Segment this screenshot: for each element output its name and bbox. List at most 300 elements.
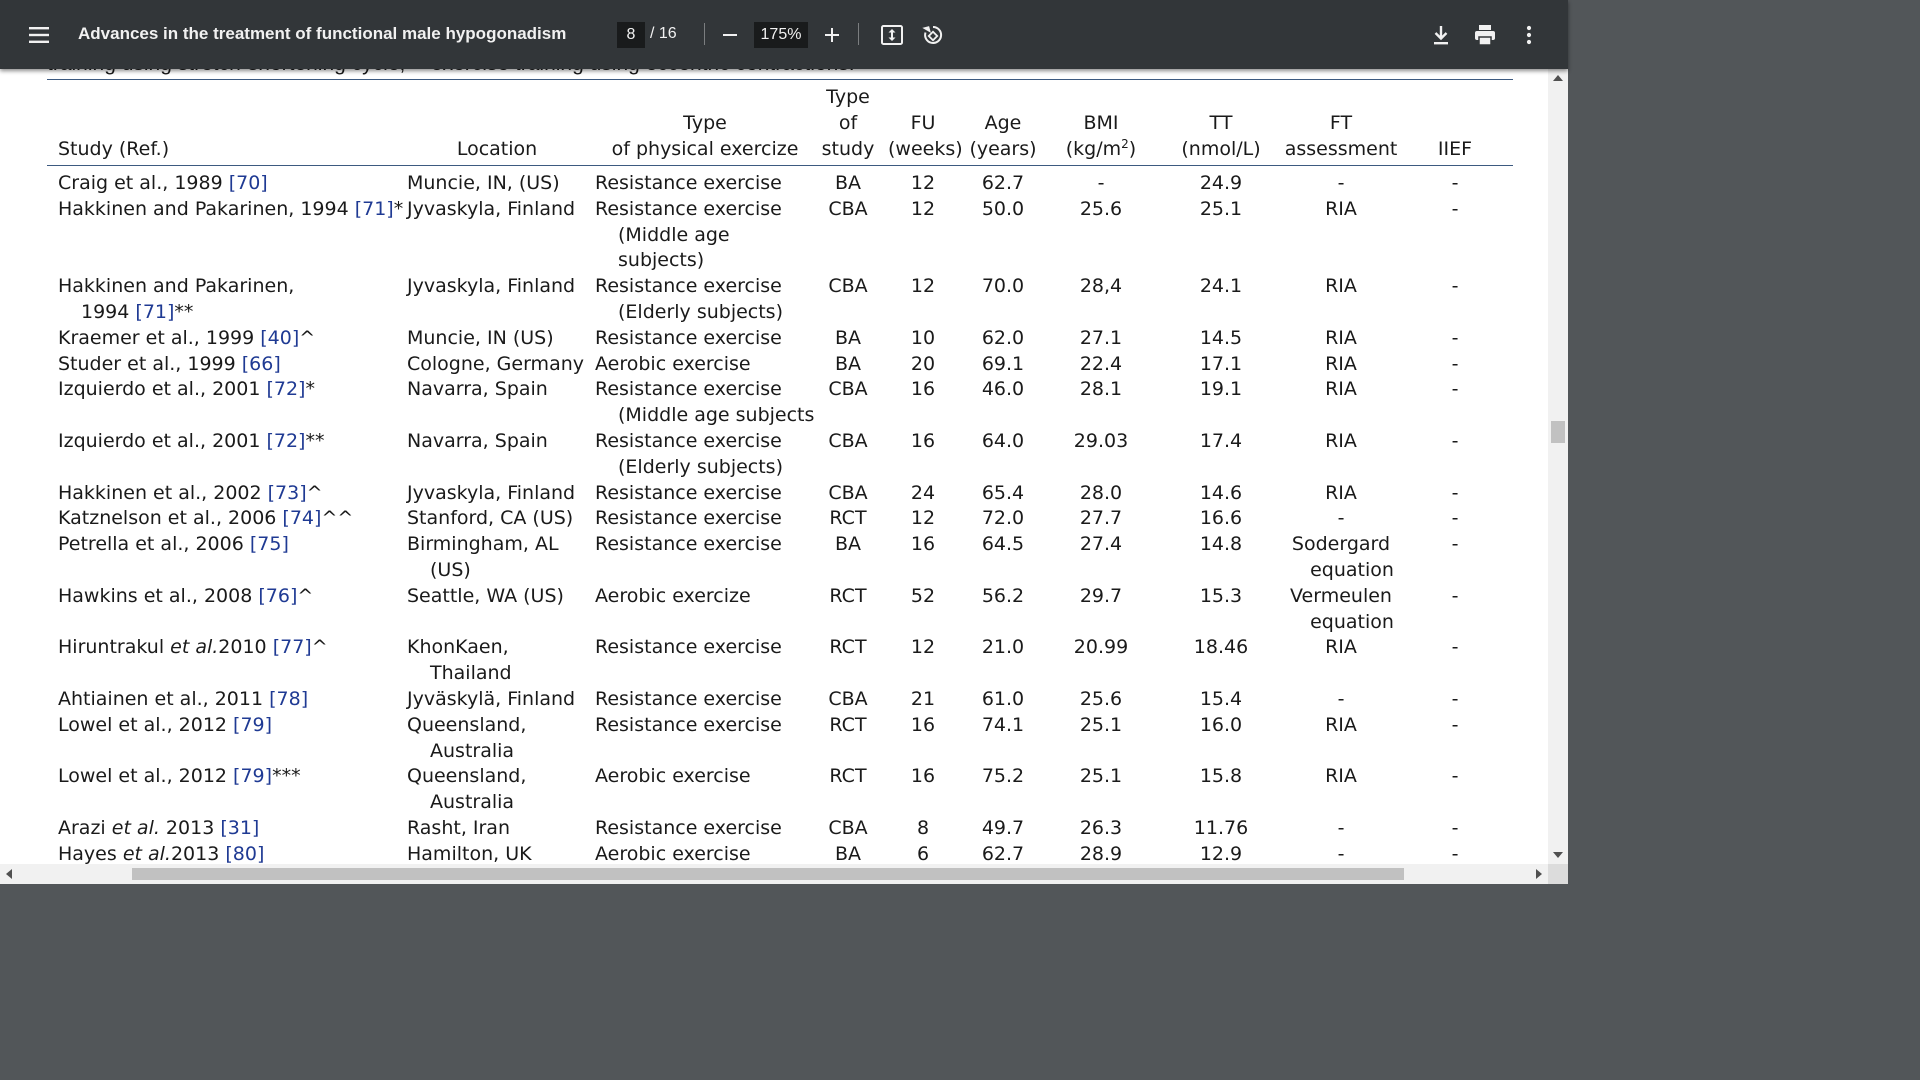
download-icon[interactable]: [1426, 20, 1456, 50]
vertical-scroll-thumb[interactable]: [1551, 421, 1565, 443]
header-line: of physical exercize: [611, 137, 799, 160]
study-name: Hayes: [58, 842, 123, 864]
cell-line: Queensland,: [407, 713, 527, 736]
iief-cell: -: [1451, 275, 1459, 298]
location-cell: [407, 481, 575, 507]
location-cell: [407, 532, 559, 584]
iief-cell: -: [1451, 172, 1459, 194]
header-line: (nmol/L): [1181, 137, 1261, 160]
cell-line: Birmingham, AL: [407, 533, 559, 556]
exercise-type-cell: [595, 197, 782, 274]
cell-line: Aerobic exercise: [595, 765, 751, 788]
location-cell: [407, 584, 564, 610]
column-header-location: Location: [456, 138, 538, 160]
header-line: (years): [969, 137, 1037, 160]
cell-line: Resistance exercise: [595, 197, 782, 220]
iief-cell: -: [1451, 765, 1459, 788]
study-year: 2013: [170, 842, 226, 864]
cell-line: -: [1337, 507, 1345, 530]
tt-nmol-cell: 11.76: [1193, 817, 1249, 839]
study-name: Katznelson et al., 2006: [58, 507, 283, 530]
study-name: Hiruntrakul: [58, 636, 171, 659]
cell-line: Muncie, IN, (US): [407, 172, 560, 194]
bmi-cell: 28,4: [1079, 275, 1123, 298]
zoom-level-input[interactable]: [754, 22, 808, 48]
study-type-cell: RCT: [829, 713, 867, 736]
study-cell: [58, 377, 315, 403]
page-number-input[interactable]: [617, 22, 645, 48]
fu-weeks-cell: 16: [910, 378, 936, 401]
study-marker: ^^: [321, 507, 354, 530]
study-type-cell: CBA: [828, 688, 868, 710]
age-years-cell: 46.0: [981, 378, 1025, 401]
iief-cell: -: [1451, 430, 1459, 452]
cell-line: -: [1337, 842, 1345, 864]
iief-cell: -: [1451, 533, 1459, 556]
header-unit: (kg/m: [1065, 137, 1122, 160]
location-cell: [407, 764, 526, 816]
tt-nmol-cell: 14.5: [1199, 326, 1243, 349]
cell-line: RIA: [1325, 352, 1357, 375]
bmi-cell: 29.7: [1079, 584, 1123, 607]
iief-cell: -: [1451, 688, 1459, 710]
study-type-cell: BA: [834, 172, 862, 194]
bmi-cell: 22.4: [1079, 352, 1123, 375]
header-line: Type: [826, 86, 870, 109]
tt-nmol-cell: 14.6: [1199, 481, 1243, 504]
table-header-rule: [47, 165, 1513, 166]
age-years-cell: 62.7: [981, 842, 1025, 864]
cell-line: -: [1337, 688, 1345, 710]
cell-line: RIA: [1325, 378, 1357, 401]
header-superscript: 2: [1121, 136, 1129, 151]
ft-assessment-cell: [1276, 687, 1406, 713]
location-cell: [407, 352, 584, 378]
exercise-type-cell: [595, 481, 782, 507]
ft-assessment-cell: [1276, 274, 1406, 300]
study-name: Lowel et al., 2012: [58, 765, 234, 788]
fu-weeks-cell: 10: [910, 326, 936, 349]
fu-weeks-cell: 6: [916, 842, 930, 864]
reference-link[interactable]: [74]: [282, 507, 322, 530]
horizontal-scrollbar[interactable]: [0, 864, 1548, 884]
cell-line: RIA: [1325, 636, 1357, 659]
reference-link[interactable]: [72]: [266, 378, 306, 401]
study-marker: ^: [306, 481, 323, 504]
study-type-cell: RCT: [829, 507, 867, 530]
column-header-exercise-type: [595, 111, 815, 163]
fu-weeks-cell: 8: [916, 817, 930, 839]
ft-assessment-cell: [1276, 635, 1406, 661]
reference-link[interactable]: [31]: [220, 817, 260, 839]
reference-link[interactable]: [75]: [249, 533, 289, 556]
iief-cell: -: [1451, 481, 1459, 504]
study-type-cell: BA: [834, 842, 862, 864]
cell-line: Jyvaskyla, Finland: [407, 197, 576, 220]
scroll-up-arrow-icon[interactable]: [1553, 75, 1563, 81]
age-years-cell: 50.0: [981, 197, 1025, 220]
ft-assessment-cell: [1276, 532, 1406, 584]
study-type-cell: RCT: [829, 584, 867, 607]
reference-link[interactable]: [73]: [267, 481, 307, 504]
study-type-cell: CBA: [828, 430, 868, 452]
study-marker: *: [393, 197, 404, 220]
horizontal-scroll-thumb[interactable]: [132, 868, 1404, 880]
exercise-type-cell: [595, 842, 751, 864]
toolbar-divider: [858, 23, 859, 45]
reference-link[interactable]: [77]: [272, 636, 312, 659]
cell-line: Navarra, Spain: [407, 430, 548, 452]
cell-line: Hamilton, UK: [407, 842, 532, 864]
fu-weeks-cell: 24: [910, 481, 936, 504]
header-unit: ): [1128, 137, 1137, 160]
location-cell: [407, 635, 512, 687]
fu-weeks-cell: 12: [910, 636, 936, 659]
study-cell: [58, 687, 308, 713]
study-name: Izquierdo et al., 2001: [58, 430, 267, 452]
location-cell: [407, 687, 575, 713]
ft-assessment-cell: [1276, 481, 1406, 507]
reference-link[interactable]: [79]: [233, 713, 273, 736]
reference-link[interactable]: [66]: [241, 352, 281, 375]
study-cell: [58, 816, 259, 842]
toolbar-divider: [704, 23, 705, 45]
reference-link[interactable]: [72]: [266, 430, 306, 452]
column-header-tt: [1176, 111, 1266, 163]
cell-line: Sodergard: [1291, 533, 1391, 556]
header-line: assessment: [1284, 137, 1398, 160]
cell-line: Jyväskylä, Finland: [407, 688, 576, 710]
exercise-type-cell: [595, 326, 782, 352]
header-line: study: [821, 137, 875, 160]
cell-line: Muncie, IN (US): [407, 326, 554, 349]
cell-line: Seattle, WA (US): [407, 584, 564, 607]
column-header-study: Study (Ref.): [58, 138, 170, 160]
reference-link[interactable]: [78]: [269, 688, 309, 710]
iief-cell: -: [1451, 636, 1459, 659]
cell-line: Resistance exercise: [595, 507, 782, 530]
study-year: 2013: [159, 817, 221, 839]
ft-assessment-cell: [1276, 429, 1406, 455]
study-marker: ***: [272, 765, 301, 788]
study-cell: [58, 584, 313, 610]
location-cell: [407, 326, 554, 352]
header-line: BMI: [1083, 112, 1119, 135]
study-etal: et al.: [122, 842, 171, 864]
cell-line: Thailand: [430, 662, 512, 685]
study-type-cell: RCT: [829, 636, 867, 659]
scroll-right-arrow-icon[interactable]: [1536, 869, 1542, 879]
study-name: Izquierdo et al., 2001: [58, 378, 267, 401]
study-cell: [58, 506, 353, 532]
vertical-scrollbar[interactable]: [1548, 69, 1568, 864]
tt-nmol-cell: 12.9: [1199, 842, 1243, 864]
zoom-out-icon[interactable]: [715, 20, 745, 50]
cell-line: Resistance exercise: [595, 636, 782, 659]
study-marker: ^: [297, 584, 314, 607]
cell-line: Resistance exercise: [595, 326, 782, 349]
tt-nmol-cell: 25.1: [1199, 197, 1243, 220]
cell-line: Stanford, CA (US): [407, 507, 574, 530]
cell-line: subjects): [618, 249, 705, 272]
ft-assessment-cell: [1276, 171, 1406, 197]
study-cell: [58, 171, 268, 197]
cell-line: Australia: [430, 791, 515, 814]
study-type-cell: BA: [834, 352, 862, 375]
header-line: TT: [1209, 112, 1233, 135]
cell-line: Resistance exercise: [595, 688, 782, 710]
age-years-cell: 62.7: [981, 172, 1025, 194]
iief-cell: -: [1451, 352, 1459, 375]
age-years-cell: 74.1: [981, 713, 1025, 736]
iief-cell: -: [1451, 507, 1459, 530]
study-cell: [58, 635, 328, 661]
age-years-cell: 62.0: [981, 326, 1025, 349]
age-years-cell: 21.0: [981, 636, 1025, 659]
study-name: Ahtiainen et al., 2011: [58, 688, 270, 710]
study-type-cell: CBA: [828, 817, 868, 839]
study-cell: [58, 352, 281, 378]
cell-line: Queensland,: [407, 765, 527, 788]
study-cell: [58, 764, 301, 790]
cell-line: KhonKaen,: [407, 636, 509, 659]
study-year: 2010: [218, 636, 273, 659]
reference-link[interactable]: [40]: [260, 326, 300, 349]
scrollbar-corner: [1548, 864, 1568, 884]
cell-line: Resistance exercise: [595, 481, 782, 504]
study-name: Hakkinen and Pakarinen, 1994: [58, 197, 355, 220]
cell-line: Aerobic exercise: [595, 352, 751, 375]
ft-assessment-cell: [1276, 197, 1406, 223]
zoom-in-icon[interactable]: [817, 20, 847, 50]
ft-assessment-cell: [1276, 377, 1406, 403]
study-marker: ^: [299, 326, 316, 349]
cell-line: Resistance exercise: [595, 817, 782, 839]
header-line: FU: [910, 112, 936, 135]
bmi-cell: 29.03: [1073, 430, 1129, 452]
bmi-cell: 28.9: [1079, 842, 1123, 864]
more-vert-icon[interactable]: [1514, 20, 1544, 50]
study-cell: [58, 274, 294, 326]
study-type-cell: CBA: [828, 378, 868, 401]
cell-line: Cologne, Germany: [407, 352, 584, 375]
column-header-fu: [888, 111, 963, 163]
exercise-type-cell: [595, 352, 751, 378]
ft-assessment-cell: [1276, 506, 1406, 532]
exercise-type-cell: [595, 377, 814, 429]
tt-nmol-cell: 18.46: [1193, 636, 1249, 659]
study-name: Hakkinen et al., 2002: [58, 481, 268, 504]
location-cell: [407, 377, 548, 403]
exercise-type-cell: [595, 274, 783, 326]
location-cell: [407, 171, 560, 197]
tt-nmol-cell: 15.4: [1199, 688, 1243, 710]
column-header-study-type: [818, 85, 878, 162]
ft-assessment-cell: [1276, 764, 1406, 790]
tt-nmol-cell: 15.8: [1199, 765, 1243, 788]
bmi-cell: 28.1: [1079, 378, 1123, 401]
ft-assessment-cell: [1276, 584, 1406, 636]
location-cell: [407, 197, 575, 223]
header-line: Age: [984, 112, 1022, 135]
study-type-cell: CBA: [828, 197, 868, 220]
location-cell: [407, 816, 510, 842]
column-header-ft: [1276, 111, 1406, 163]
exercise-type-cell: [595, 506, 782, 532]
age-years-cell: 65.4: [981, 481, 1025, 504]
study-etal: et al.: [170, 636, 219, 659]
cell-line: RIA: [1325, 481, 1357, 504]
study-name: Petrella et al., 2006: [58, 533, 250, 556]
study-cell: [58, 481, 323, 507]
print-icon[interactable]: [1470, 20, 1500, 50]
bmi-cell: 27.1: [1079, 326, 1123, 349]
bmi-cell: 27.4: [1079, 533, 1123, 556]
tt-nmol-cell: 24.1: [1199, 275, 1243, 298]
location-cell: [407, 274, 575, 300]
reference-link[interactable]: [71]: [354, 197, 394, 220]
header-line: of: [838, 112, 858, 135]
bmi-cell: 28.0: [1079, 481, 1123, 504]
age-years-cell: 56.2: [981, 584, 1025, 607]
cell-line: Resistance exercise: [595, 713, 782, 736]
reference-link[interactable]: [79]: [233, 765, 273, 788]
iief-cell: -: [1451, 197, 1459, 220]
document-title: Advances in the treatment of functional male hypogonadism: [78, 24, 567, 43]
cell-line: Resistance exercise: [595, 430, 782, 452]
study-type-cell: CBA: [828, 275, 868, 298]
cell-line: RIA: [1325, 430, 1357, 452]
scroll-down-arrow-icon[interactable]: [1553, 852, 1563, 858]
tt-nmol-cell: 15.3: [1199, 584, 1243, 607]
study-name: Lowel et al., 2012: [58, 713, 234, 736]
study-marker: ^: [311, 636, 328, 659]
location-cell: [407, 713, 526, 765]
age-years-cell: 70.0: [981, 275, 1025, 298]
age-years-cell: 49.7: [981, 817, 1025, 839]
iief-cell: -: [1451, 817, 1459, 839]
location-cell: [407, 842, 532, 864]
age-years-cell: 72.0: [981, 507, 1025, 530]
exercise-type-cell: [595, 584, 751, 610]
study-line: [58, 300, 294, 326]
exercise-type-cell: [595, 816, 782, 842]
exercise-type-cell: [595, 532, 782, 558]
bmi-cell: -: [1097, 172, 1105, 194]
exercise-type-cell: [595, 429, 783, 481]
study-name: Hawkins et al., 2008: [58, 584, 259, 607]
fu-weeks-cell: 12: [910, 507, 936, 530]
menu-icon[interactable]: [20, 17, 58, 53]
reference-link[interactable]: [71]: [135, 300, 175, 323]
fu-weeks-cell: 16: [910, 765, 936, 788]
fu-weeks-cell: 16: [910, 430, 936, 452]
cell-line: Resistance exercise: [595, 533, 782, 556]
cell-line: (Elderly subjects): [618, 300, 783, 323]
cell-line: Rasht, Iran: [407, 817, 510, 839]
study-name: Arazi: [58, 817, 112, 839]
fit-to-page-icon[interactable]: [877, 20, 907, 50]
study-cell: [58, 197, 403, 223]
cell-line: -: [1337, 172, 1345, 194]
ft-assessment-cell: [1276, 842, 1406, 864]
exercise-type-cell: [595, 713, 782, 739]
pdf-toolbar: [0, 0, 1568, 69]
cell-line: Vermeulen: [1290, 584, 1392, 607]
fu-weeks-cell: 16: [910, 713, 936, 736]
cell-line: RIA: [1325, 765, 1357, 788]
page-total: / 16: [650, 25, 677, 42]
study-marker: **: [305, 430, 325, 452]
reference-link[interactable]: [80]: [225, 842, 265, 864]
reference-link[interactable]: [70]: [228, 172, 268, 194]
fu-weeks-cell: 12: [910, 197, 936, 220]
study-cell: [58, 326, 315, 352]
study-name: Hakkinen and Pakarinen,: [58, 275, 295, 298]
study-year: 1994: [81, 300, 136, 323]
header-line: FT: [1329, 112, 1353, 135]
study-cell: [58, 532, 289, 558]
fu-weeks-cell: 12: [910, 275, 936, 298]
fu-weeks-cell: 52: [910, 584, 936, 607]
study-cell: [58, 842, 264, 864]
scroll-left-arrow-icon[interactable]: [6, 869, 12, 879]
cell-line: Jyvaskyla, Finland: [407, 275, 576, 298]
reference-link[interactable]: [76]: [258, 584, 298, 607]
bmi-cell: 25.1: [1079, 713, 1123, 736]
location-cell: [407, 429, 548, 455]
tt-nmol-cell: 17.4: [1199, 430, 1243, 452]
tt-nmol-cell: 19.1: [1199, 378, 1243, 401]
cell-line: -: [1337, 817, 1345, 839]
location-cell: [407, 506, 573, 532]
cell-line: (US): [430, 558, 471, 581]
iief-cell: -: [1451, 842, 1459, 864]
table-top-rule: [47, 79, 1513, 80]
exercise-type-cell: [595, 171, 782, 197]
rotate-icon[interactable]: [917, 20, 947, 50]
fu-weeks-cell: 16: [910, 533, 936, 556]
age-years-cell: 69.1: [981, 352, 1025, 375]
study-name: Kraemer et al., 1999: [58, 326, 261, 349]
age-years-cell: 61.0: [981, 688, 1025, 710]
exercise-type-cell: [595, 635, 782, 661]
study-marker: *: [305, 378, 315, 401]
cell-line: (Elderly subjects): [618, 455, 783, 478]
study-cell: [58, 429, 324, 455]
cell-line: RIA: [1325, 275, 1357, 298]
bmi-cell: 27.7: [1079, 507, 1123, 530]
study-type-cell: BA: [834, 326, 862, 349]
cell-line: equation: [1310, 610, 1394, 633]
study-marker: **: [174, 300, 194, 323]
bmi-cell: 20.99: [1073, 636, 1129, 659]
iief-cell: -: [1451, 584, 1459, 607]
tt-nmol-cell: 16.6: [1199, 507, 1243, 530]
iief-cell: -: [1451, 326, 1459, 349]
study-cell: [58, 713, 272, 739]
study-type-cell: CBA: [828, 481, 868, 504]
header-line: (weeks): [888, 137, 963, 160]
cell-line: RIA: [1325, 197, 1357, 220]
tt-nmol-cell: 24.9: [1199, 172, 1243, 194]
cell-line: RIA: [1325, 713, 1357, 736]
study-name: Studer et al., 1999: [58, 352, 242, 375]
cell-line: Resistance exercise: [595, 172, 782, 194]
ft-assessment-cell: [1276, 713, 1406, 739]
cell-line: Aerobic exercise: [595, 842, 751, 864]
fu-weeks-cell: 20: [910, 352, 936, 375]
